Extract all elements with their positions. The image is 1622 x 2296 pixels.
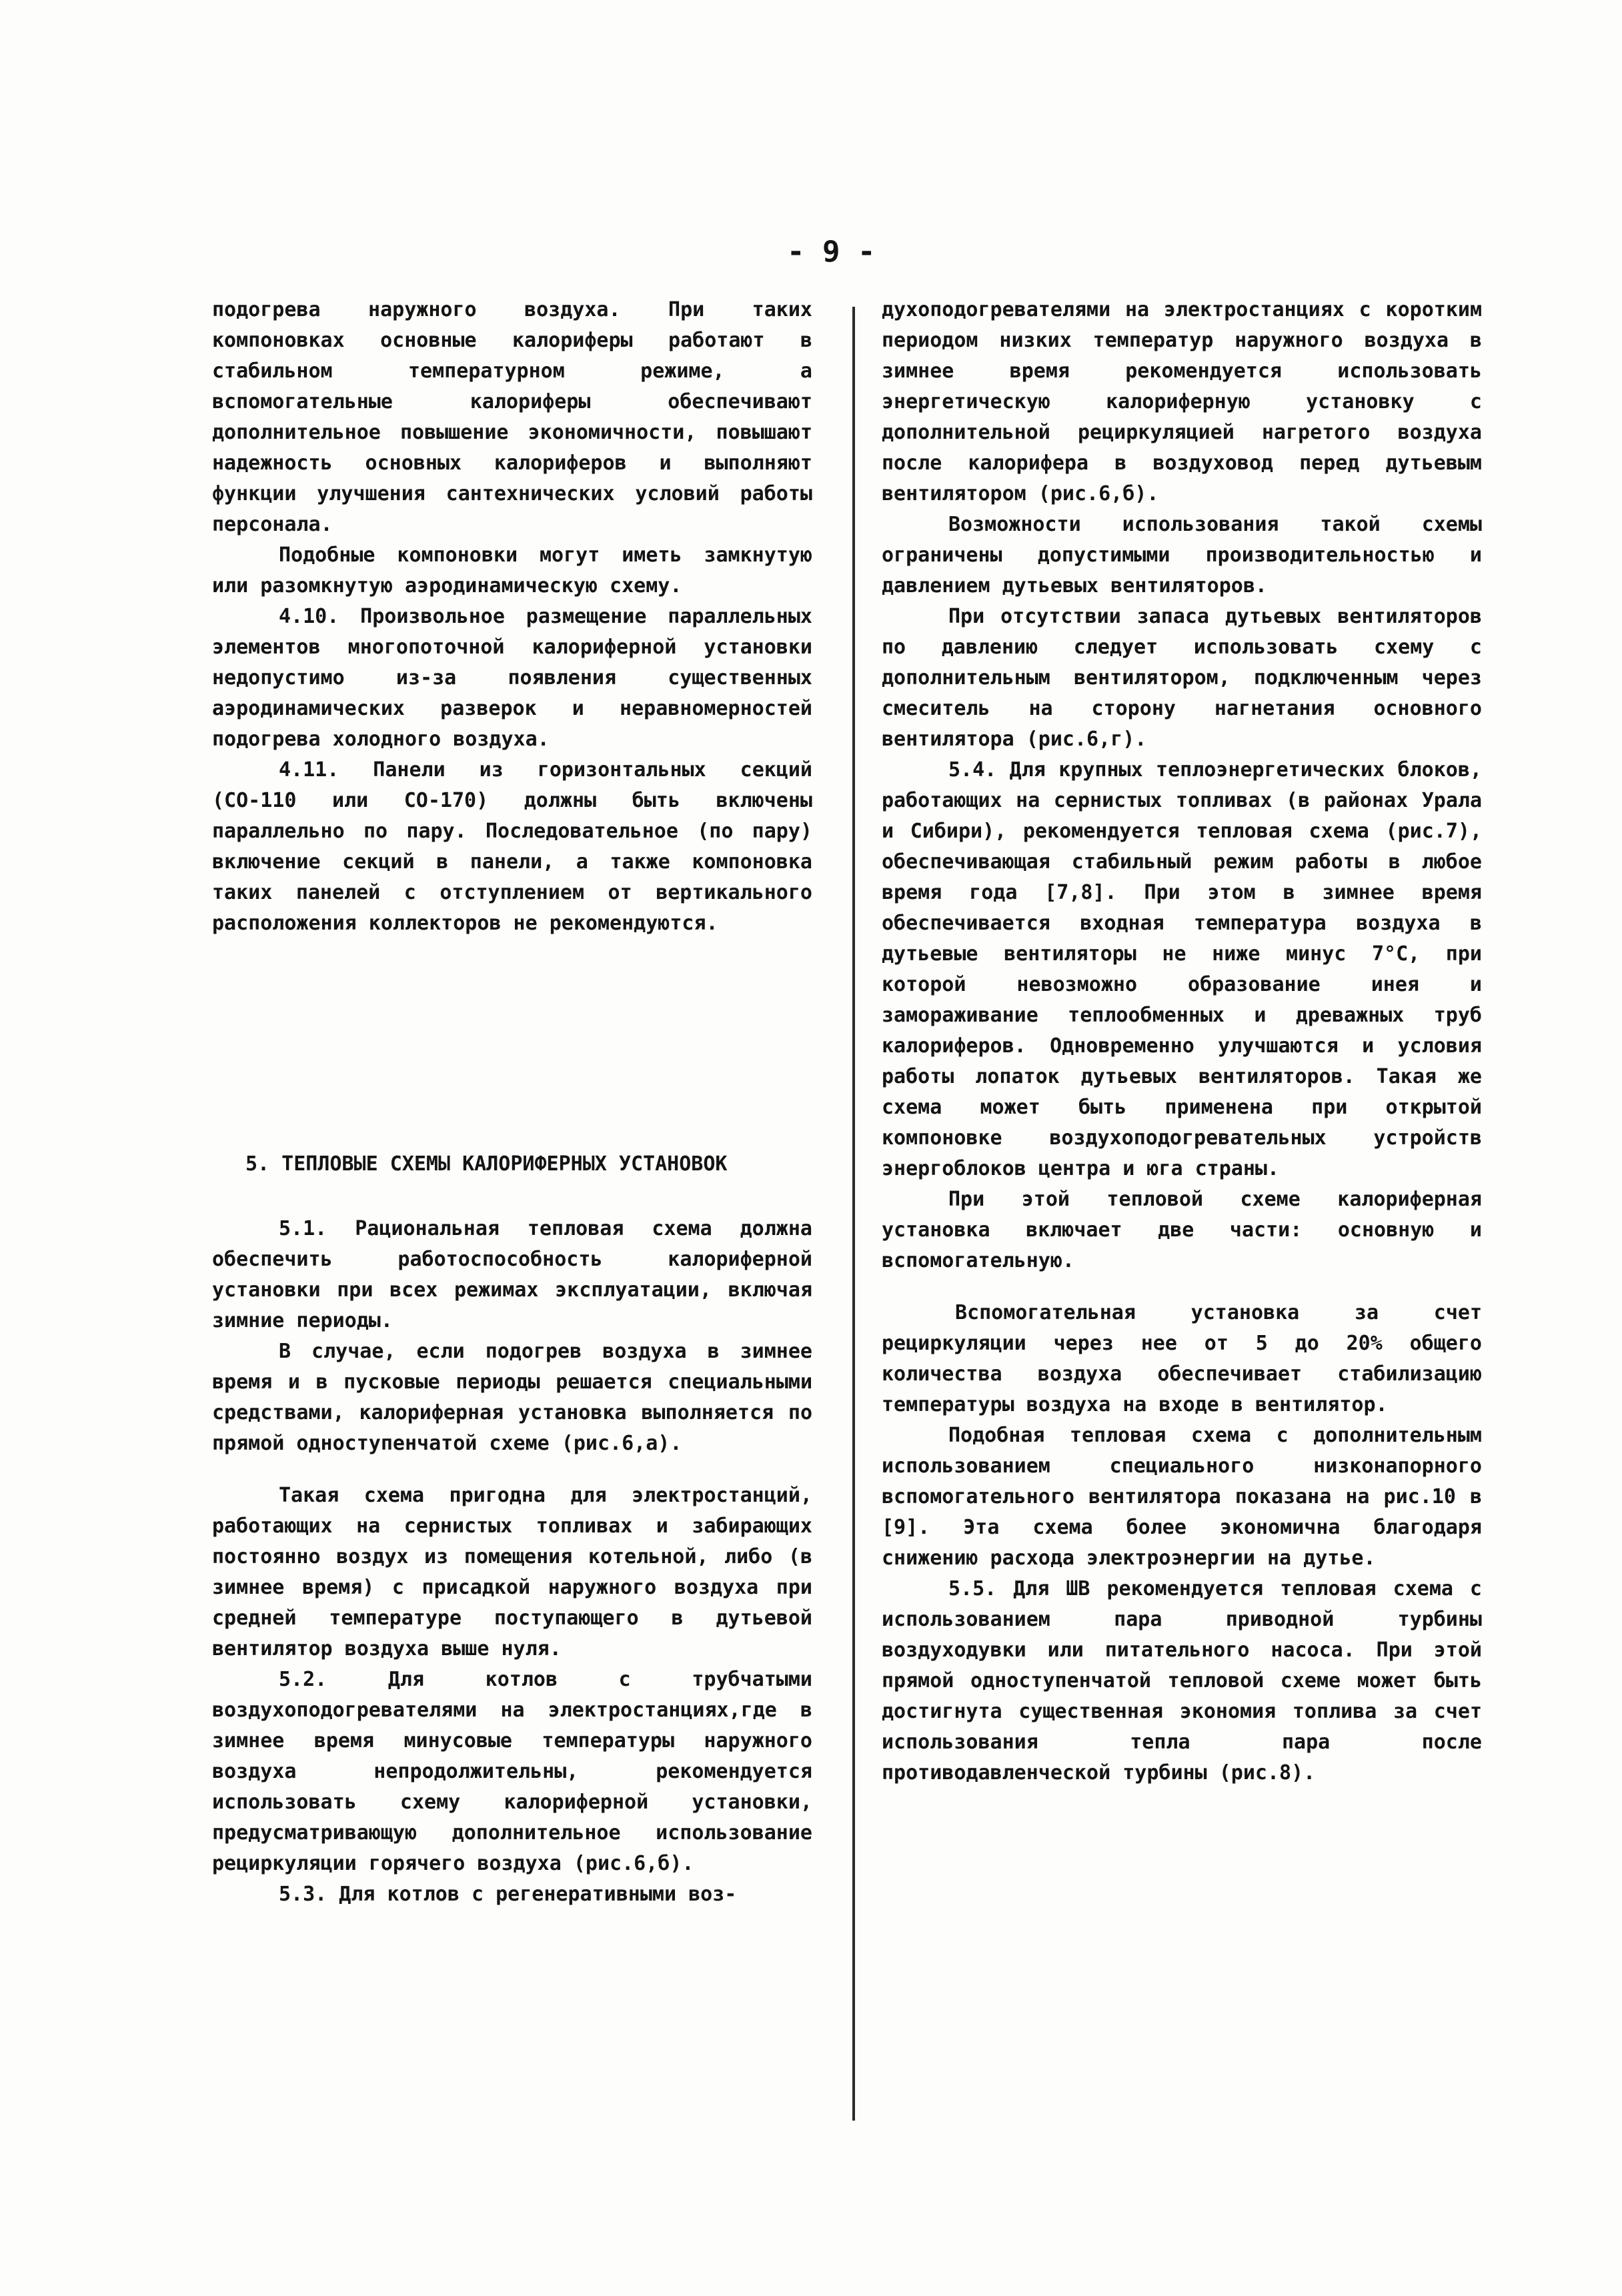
paragraph: подогрева наружного воздуха. При таких компоновках основные калориферы работают в стабильном температурном режиме, а вспомогательные калориферы обеспечивают дополнительное повышение экономичности, повышают надежность основных калориферов и выполняют функции улучшения сантехнических условий работы персонала.	[212, 298, 812, 536]
column-divider	[852, 307, 855, 2121]
page-number: - 9 -	[787, 235, 876, 269]
paragraph: Подобные компоновки могут иметь замкнутую или разомкнутую аэродинамическую схему.	[212, 543, 812, 598]
left-column-bottom	[212, 1214, 812, 1910]
paragraph: духоподогревателями на электростанциях с коротким периодом низких температур наружного воздуха в зимнее время рекомендуется использовать энергетическую калориферную установку с дополнительной рециркуляцией нагретого воздуха после калорифера в воздуховод перед дутьевым вентилятором (рис.6,б).	[882, 298, 1482, 505]
paragraph: При этой тепловой схеме калориферная установка включает две части: основную и вспомогательную.	[882, 1188, 1482, 1272]
paragraph: 5.2. Для котлов с трубчатыми воздухоподогревателями на электростанциях,где в зимнее время минусовые температуры наружного воздуха непродолжительны, рекомендуется использовать схему калориферной установки, предусматривающую дополнительное использование рециркуляции горячего воздуха (рис.6,б).	[212, 1668, 812, 1875]
paragraph: 4.11. Панели из горизонтальных секций (СО-110 или СО-170) должны быть включены параллельно по пару. Последовательное (по пару) включение секций в панели, а также компоновка таких панелей с отступлением от вертикального расположения коллекторов не рекомендуются.	[212, 758, 812, 935]
paragraph: Вспомогательная установка за счет рециркуляции через нее от 5 до 20% общего количества воздуха обеспечивает стабилизацию температуры воздуха на входе в вентилятор.	[882, 1301, 1482, 1416]
paragraph: Подобная тепловая схема с дополнительным использованием специального низконапорного вспомогательного вентилятора показана на рис.10 в [9]. Эта схема более экономична благодаря снижению расхода электроэнергии на дутье.	[882, 1424, 1482, 1570]
paragraph: 5.5. Для ШВ рекомендуется тепловая схема с использованием пара приводной турбины воздуходувки или питательного насоса. При этой прямой одноступенчатой тепловой схеме может быть достигнута существенная экономия топлива за счет использования тепла пара после противодавленческой турбины (рис.8).	[882, 1577, 1482, 1785]
paragraph: В случае, если подогрев воздуха в зимнее время и в пусковые периоды решается специальными средствами, калориферная установка выполняется по прямой одноступенчатой схеме (рис.6,а).	[212, 1340, 812, 1455]
right-column	[882, 295, 1482, 1789]
section-heading: 5. ТЕПЛОВЫЕ СХЕМЫ КАЛОРИФЕРНЫХ УСТАНОВОК	[245, 1152, 728, 1176]
paragraph: 5.1. Рациональная тепловая схема должна обеспечить работоспособность калориферной установки при всех режимах эксплуатации, включая зимние периоды.	[212, 1217, 812, 1332]
paragraph: 5.4. Для крупных теплоэнергетических блоков, работающих на сернистых топливах (в районах Урала и Сибири), рекомендуется тепловая схема (рис.7), обеспечивающая стабильный режим работы в любое время года [7,8]. При этом в зимнее время обеспечивается входная температура воздуха в дутьевые вентиляторы не ниже минус 7°С, при которой невозможно образование инея и замораживание теплообменных и древажных труб калориферов. Одновременно улучшаются и условия работы лопаток дутьевых вентиляторов. Такая же схема может быть применена при открытой компоновке воздухоподогревательных устройств энергоблоков центра и юга страны.	[882, 758, 1482, 1180]
paragraph: При отсутствии запаса дутьевых вентиляторов по давлению следует использовать схему с дополнительным вентилятором, подключенным через смеситель на сторону нагнетания основного вентилятора (рис.6,г).	[882, 605, 1482, 751]
paragraph: 5.3. Для котлов с регенеративными воз-	[279, 1883, 737, 1906]
paragraph: Возможности использования такой схемы ограничены допустимыми производительностью и давлением дутьевых вентиляторов.	[882, 513, 1482, 598]
paragraph: Такая схема пригодна для электростанций, работающих на сернистых топливах и забирающих постоянно воздух из помещения котельной, либо (в зимнее время) с присадкой наружного воздуха при средней температуре поступающего в дутьевой вентилятор воздуха выше нуля.	[212, 1484, 812, 1660]
left-column-top	[212, 295, 812, 939]
paragraph: 4.10. Произвольное размещение параллельных элементов многопоточной калориферной установки недопустимо из-за появления существенных аэродинамических разверок и неравномерностей подогрева холодного воздуха.	[212, 605, 812, 751]
